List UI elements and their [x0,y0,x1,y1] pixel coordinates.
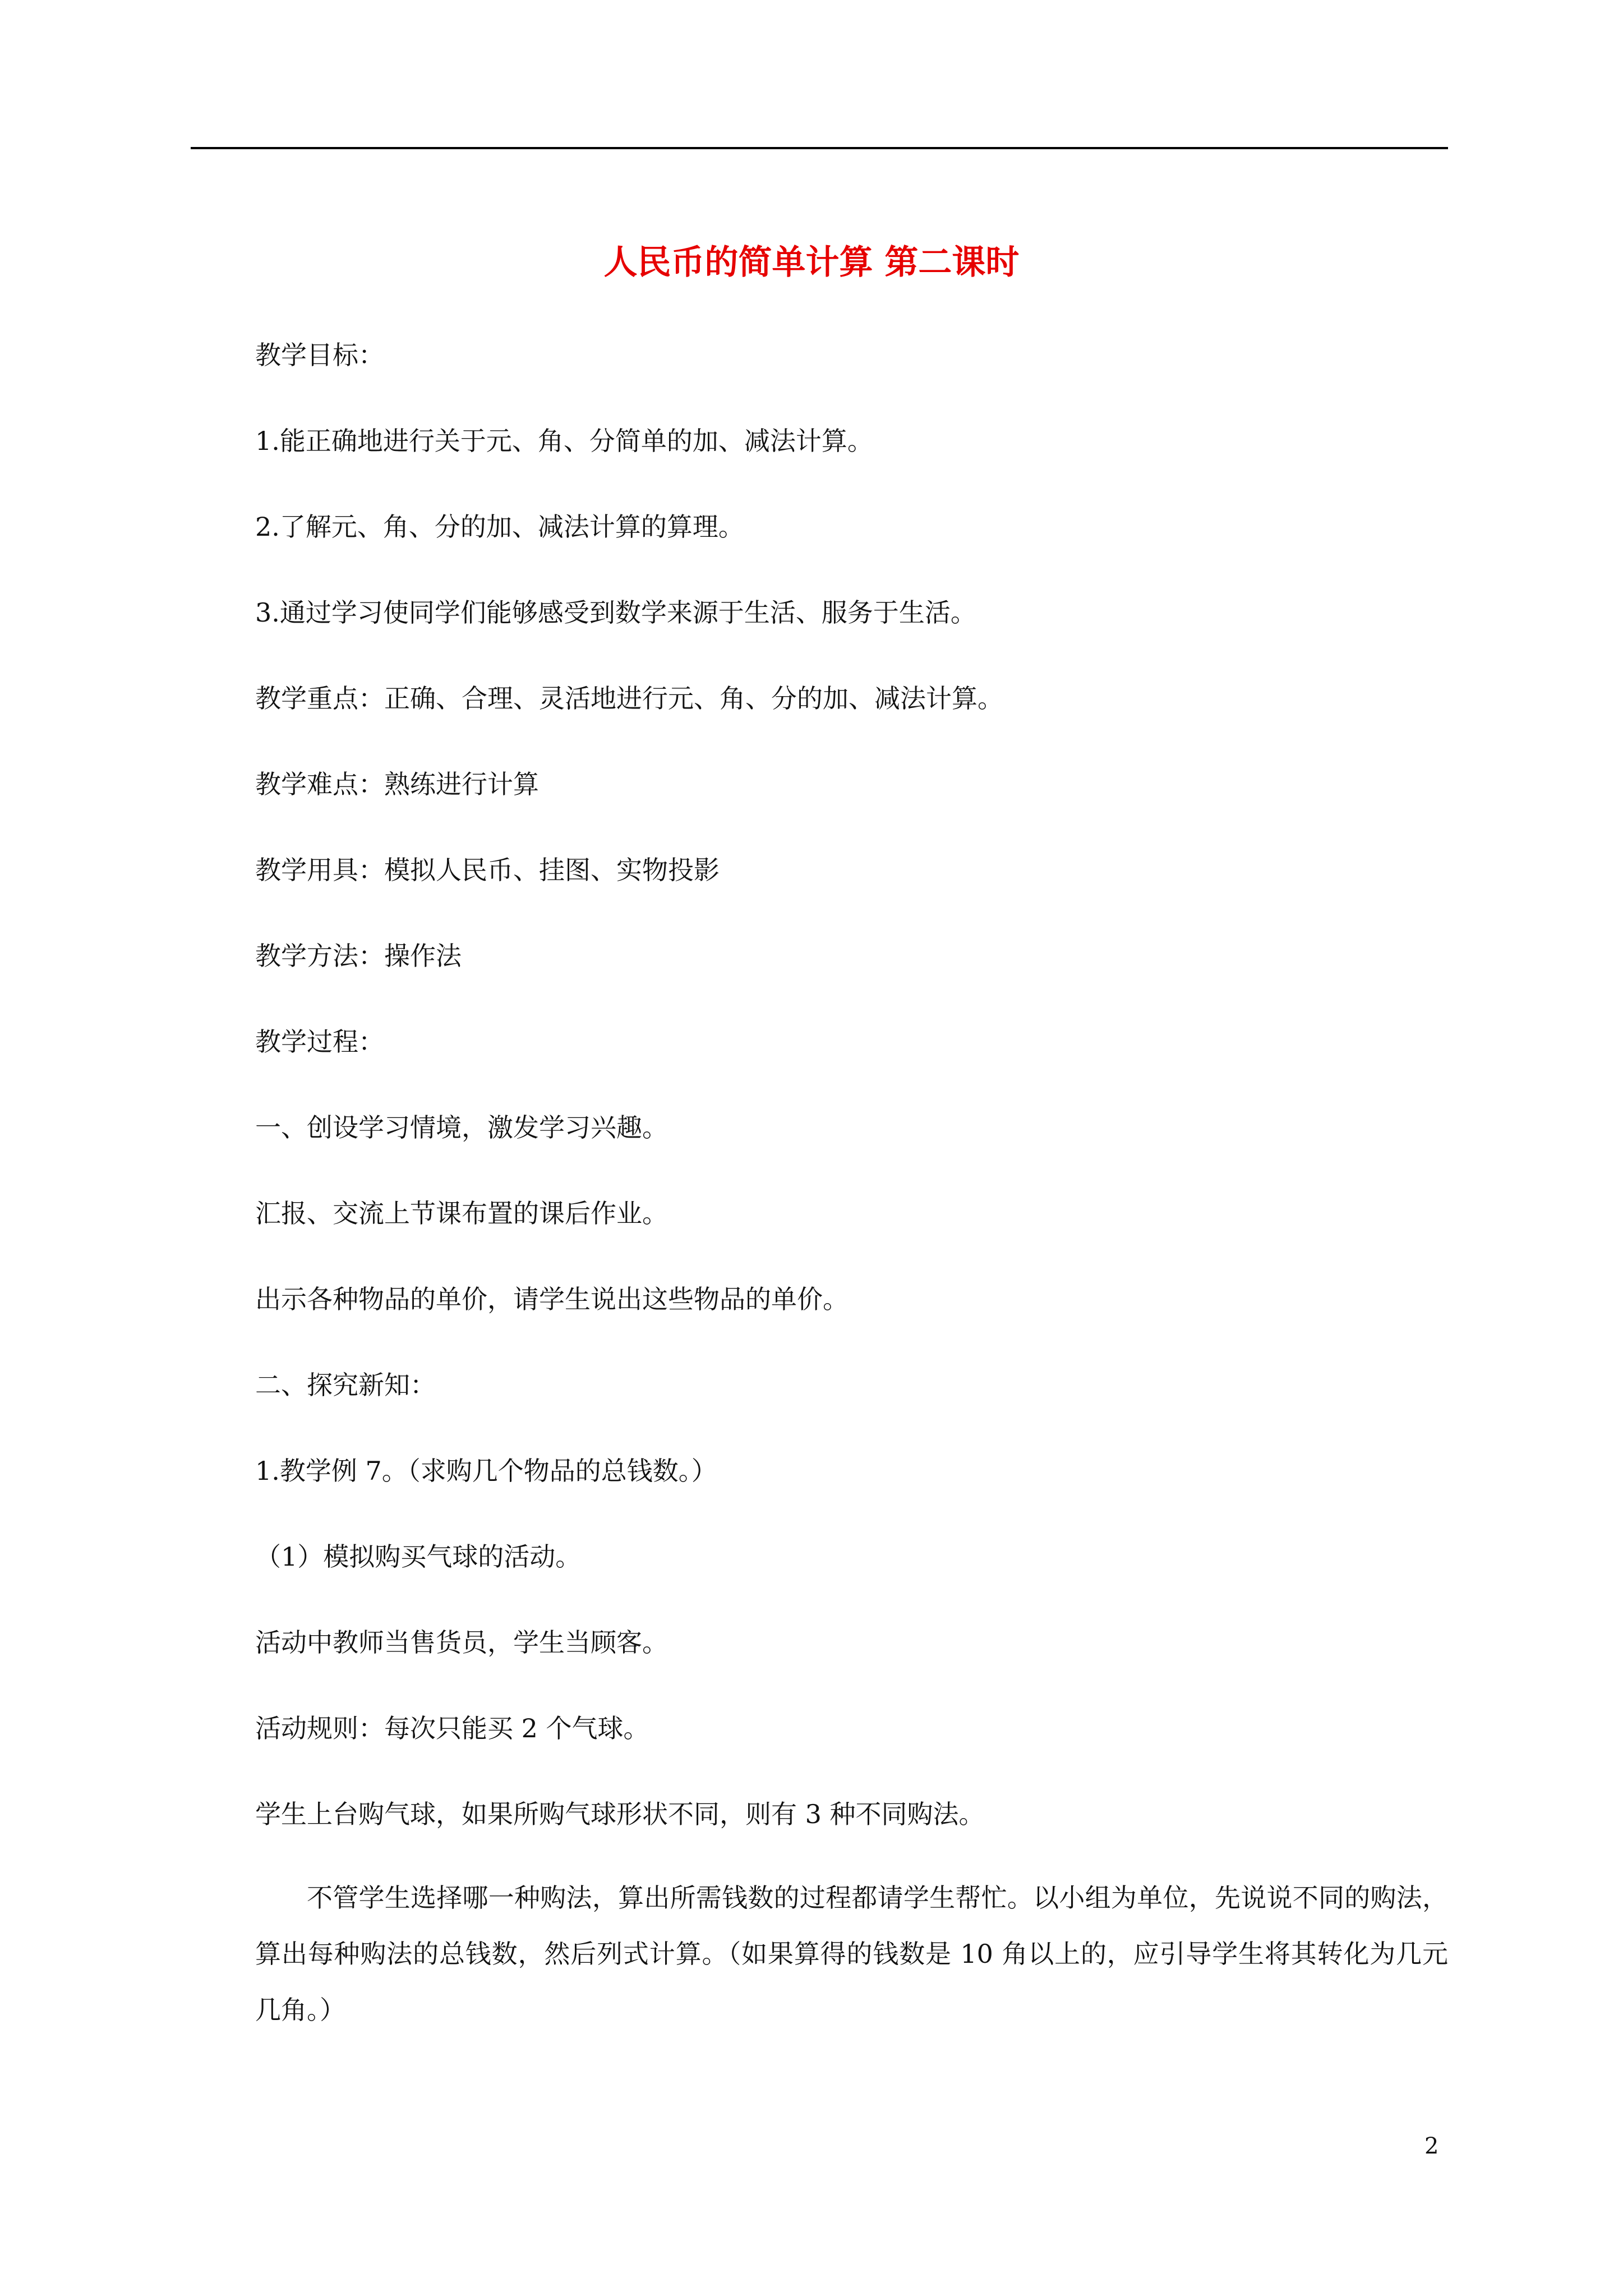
teaching-tools-line: 教学用具：模拟人民币、挂图、实物投影 [255,855,720,885]
activity-heading: （1）模拟购买气球的活动。 [255,1542,582,1572]
header-rule [191,147,1448,149]
process-step-heading: 一、创设学习情境，激发学习兴趣。 [255,1112,668,1143]
activity-rule: 活动规则：每次只能买 2 个气球。 [255,1713,649,1743]
indented-paragraph: 不管学生选择哪一种购法，算出所需钱数的过程都请学生帮忙。以小组为单位，先说说不同的购法，算出每种购法的总钱数，然后列式计算。（如果算得的钱数是 10 角以上的，应引导学生将其转化为几元几角。） [255,1883,1448,2025]
document-title: 人民币的简单计算 第二课时 [603,243,1020,282]
objective-item: 2.了解元、角、分的加、减法计算的算理。 [255,512,744,542]
objective-item: 1.能正确地进行关于元、角、分简单的加、减法计算。 [255,426,873,456]
activity-text: 活动中教师当售货员，学生当顾客。 [255,1627,668,1658]
process-text: 出示各种物品的单价，请学生说出这些物品的单价。 [255,1284,849,1314]
process-text: 汇报、交流上节课布置的课后作业。 [255,1198,668,1228]
key-points-line: 教学重点：正确、合理、灵活地进行元、角、分的加、减法计算。 [255,683,1003,714]
process-step-heading: 二、探究新知： [255,1370,436,1400]
teaching-method-line: 教学方法：操作法 [255,941,462,971]
objective-item: 3.通过学习使同学们能够感受到数学来源于生活、服务于生活。 [255,597,976,628]
section-heading-process: 教学过程： [255,1027,384,1057]
page-number: 2 [1424,2133,1439,2159]
example-heading: 1.教学例 7。（求购几个物品的总钱数。） [255,1456,717,1486]
activity-text: 学生上台购气球，如果所购气球形状不同，则有 3 种不同购法。 [255,1799,985,1829]
section-heading-objectives: 教学目标： [255,340,384,370]
difficulty-line: 教学难点：熟练进行计算 [255,769,539,799]
